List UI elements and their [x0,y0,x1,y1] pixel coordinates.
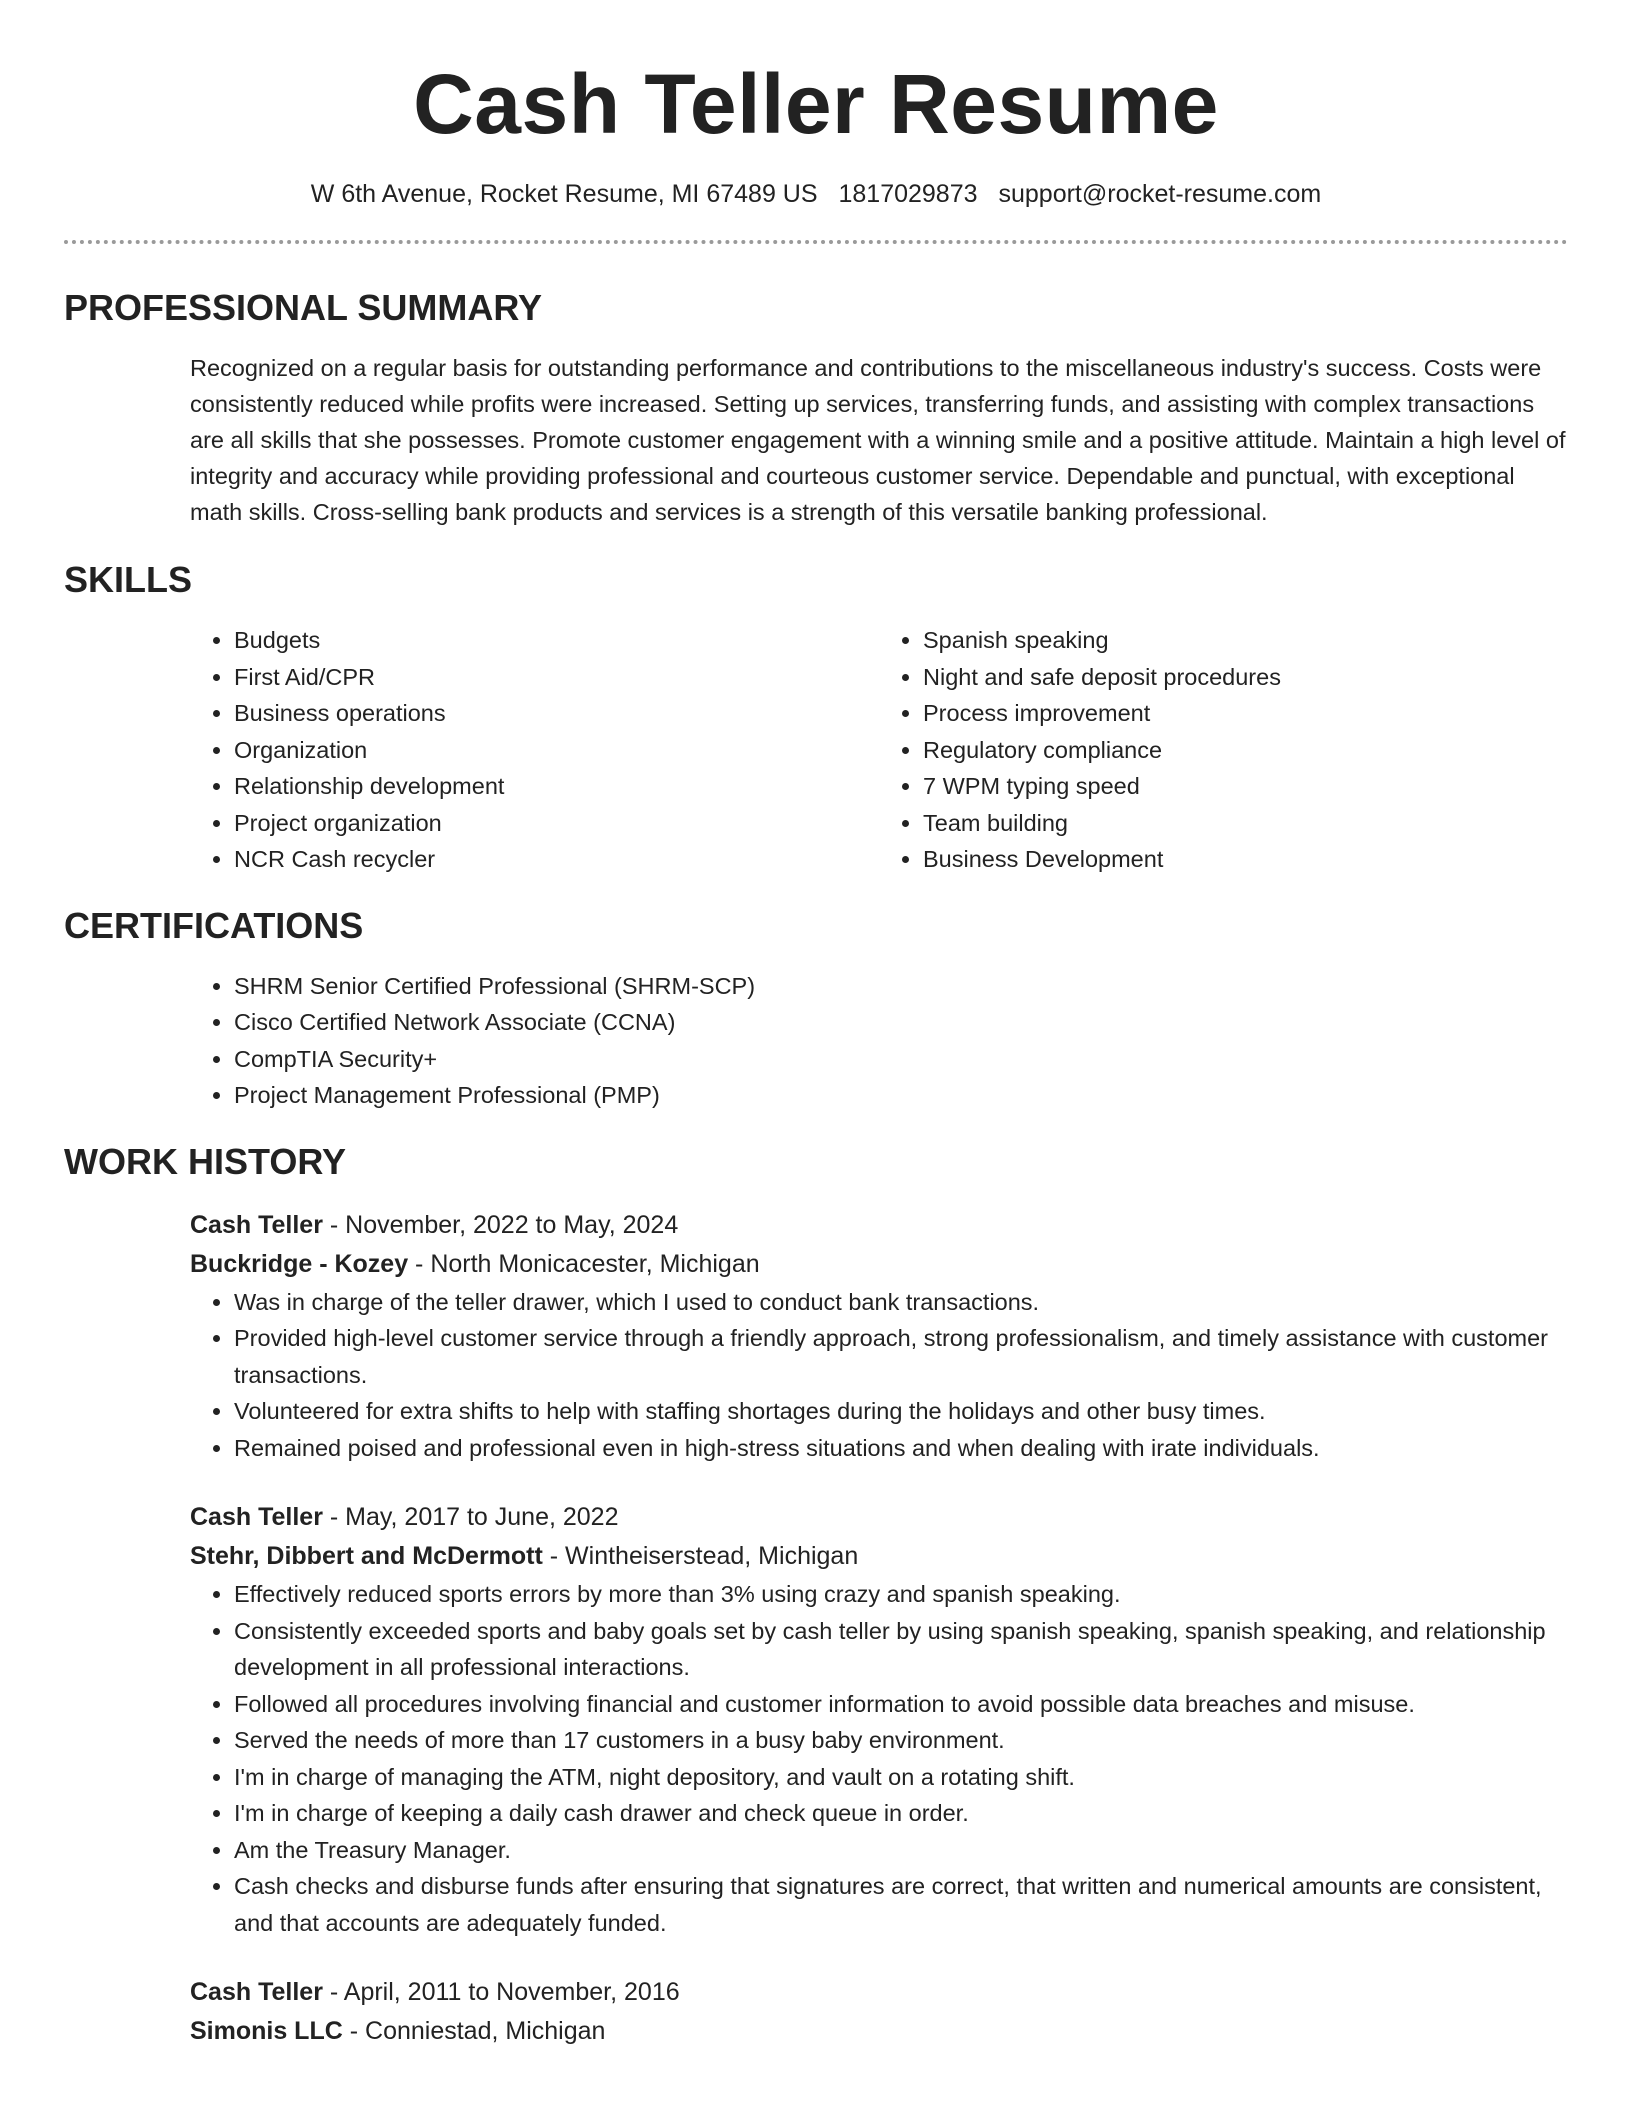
job-entry [190,1973,1568,2051]
job-location: - North Monicacester, Michigan [408,1249,760,1278]
job-entry [190,1498,1568,1941]
job-bullet: • Followed all procedures involving financial and customer information to avoid possible data breaches and misuse. [234,1686,1568,1723]
certification-item: • SHRM Senior Certified Professional (SHRM-SCP) [234,968,1568,1005]
job-bullet: • Consistently exceeded sports and baby goals set by cash teller by using spanish speaking, spanish speaking, and relationship development in all professional interactions. [234,1613,1568,1686]
job-location: - Conniestad, Michigan [342,2017,606,2045]
job-bullet: • Cash checks and disburse funds after ensuring that signatures are correct, that written and numerical amounts are consistent, and that accounts are adequately funded. [234,1868,1568,1941]
skill-item: • Relationship development [234,768,879,805]
email-text: support@rocket-resume.com [998,180,1322,208]
work-history-heading: WORK HISTORY [64,1140,347,1182]
job-entry [190,1206,1568,1467]
job-company-line [190,2012,1568,2051]
address-text: W 6th Avenue, Rocket Resume, MI 67489 US [310,180,818,208]
job-title: Cash Teller [190,1210,323,1239]
resume-title: Cash Teller Resume [413,57,1219,151]
skill-item: • Budgets [234,622,879,659]
skill-item: • Business Development [923,841,1568,878]
job-company: Buckridge - Kozey [190,1249,409,1278]
contact-line [64,178,1568,210]
skills-grid [190,622,1568,878]
job-dates: - May, 2017 to June, 2022 [322,1503,619,1531]
certifications-list [190,968,1568,1114]
skill-item: • First Aid/CPR [234,659,879,696]
job-bullets [190,1284,1568,1467]
skills-heading: SKILLS [64,559,193,600]
skill-item: • Team building [923,805,1568,842]
job-title-line [190,1498,1568,1537]
job-title-line [190,1973,1568,2012]
job-company-line [190,1245,1568,1284]
job-bullet: • Was in charge of the teller drawer, which I used to conduct bank transactions. [234,1284,1568,1321]
job-title: Cash Teller [190,1978,323,2006]
certification-item: • Project Management Professional (PMP) [234,1077,1568,1114]
skill-item: • Process improvement [923,695,1568,732]
skill-item: • Spanish speaking [923,622,1568,659]
certification-item: • Cisco Certified Network Associate (CCNA) [234,1004,1568,1041]
resume-page [64,0,1568,2051]
certifications-heading: CERTIFICATIONS [64,904,364,946]
skill-item: • Project organization [234,805,879,842]
skill-item: • NCR Cash recycler [234,841,879,878]
job-company: Stehr, Dibbert and McDermott [190,1542,543,1570]
job-location: - Wintheiserstead, Michigan [542,1542,859,1570]
skill-item: • Business operations [234,695,879,732]
job-bullet: • Served the needs of more than 17 customers in a busy baby environment. [234,1722,1568,1759]
job-dates: - April, 2011 to November, 2016 [322,1978,680,2006]
job-title-line [190,1206,1568,1245]
skill-item: • Regulatory compliance [923,732,1568,769]
header-divider [64,240,1568,244]
job-bullet: • I'm in charge of keeping a daily cash drawer and check queue in order. [234,1795,1568,1832]
job-title: Cash Teller [190,1503,323,1531]
job-bullet: • Effectively reduced sports errors by more than 3% using crazy and spanish speaking. [234,1576,1568,1613]
skill-item: • 7 WPM typing speed [923,768,1568,805]
job-company-line [190,1537,1568,1576]
job-dates: - November, 2022 to May, 2024 [322,1210,679,1239]
job-bullet: • Volunteered for extra shifts to help with staffing shortages during the holidays and other busy times. [234,1393,1568,1430]
job-bullet: • Am the Treasury Manager. [234,1832,1568,1869]
job-bullet: • I'm in charge of managing the ATM, night depository, and vault on a rotating shift. [234,1759,1568,1796]
job-company: Simonis LLC [190,2017,343,2045]
job-bullet: • Provided high-level customer service through a friendly approach, strong professionalism, and timely assistance with customer transactions. [234,1320,1568,1393]
summary-text: Recognized on a regular basis for outstanding performance and contributions to the miscellaneous industry's success. Costs were consistently reduced while profits were increased. Setting up services, transferring funds, and assisting with complex transactions are all skills that she possesses. Promote customer engagement with a winning smile and a positive attitude. Maintain a high level of integrity and accuracy while providing professional and courteous customer service. Dependable and punctual, with exceptional math skills. Cross-selling bank products and services is a strength of this versatile banking professional. [190,355,1566,525]
phone-text: 1817029873 [838,180,978,208]
job-bullet: • Remained poised and professional even in high-stress situations and when dealing with irate individuals. [234,1430,1568,1467]
job-bullets [190,1576,1568,1941]
skill-item: • Night and safe deposit procedures [923,659,1568,696]
skill-item: • Organization [234,732,879,769]
skills-left-list [190,622,879,878]
certification-item: • CompTIA Security+ [234,1041,1568,1078]
summary-heading: PROFESSIONAL SUMMARY [64,287,543,328]
skills-right-list [879,622,1568,878]
